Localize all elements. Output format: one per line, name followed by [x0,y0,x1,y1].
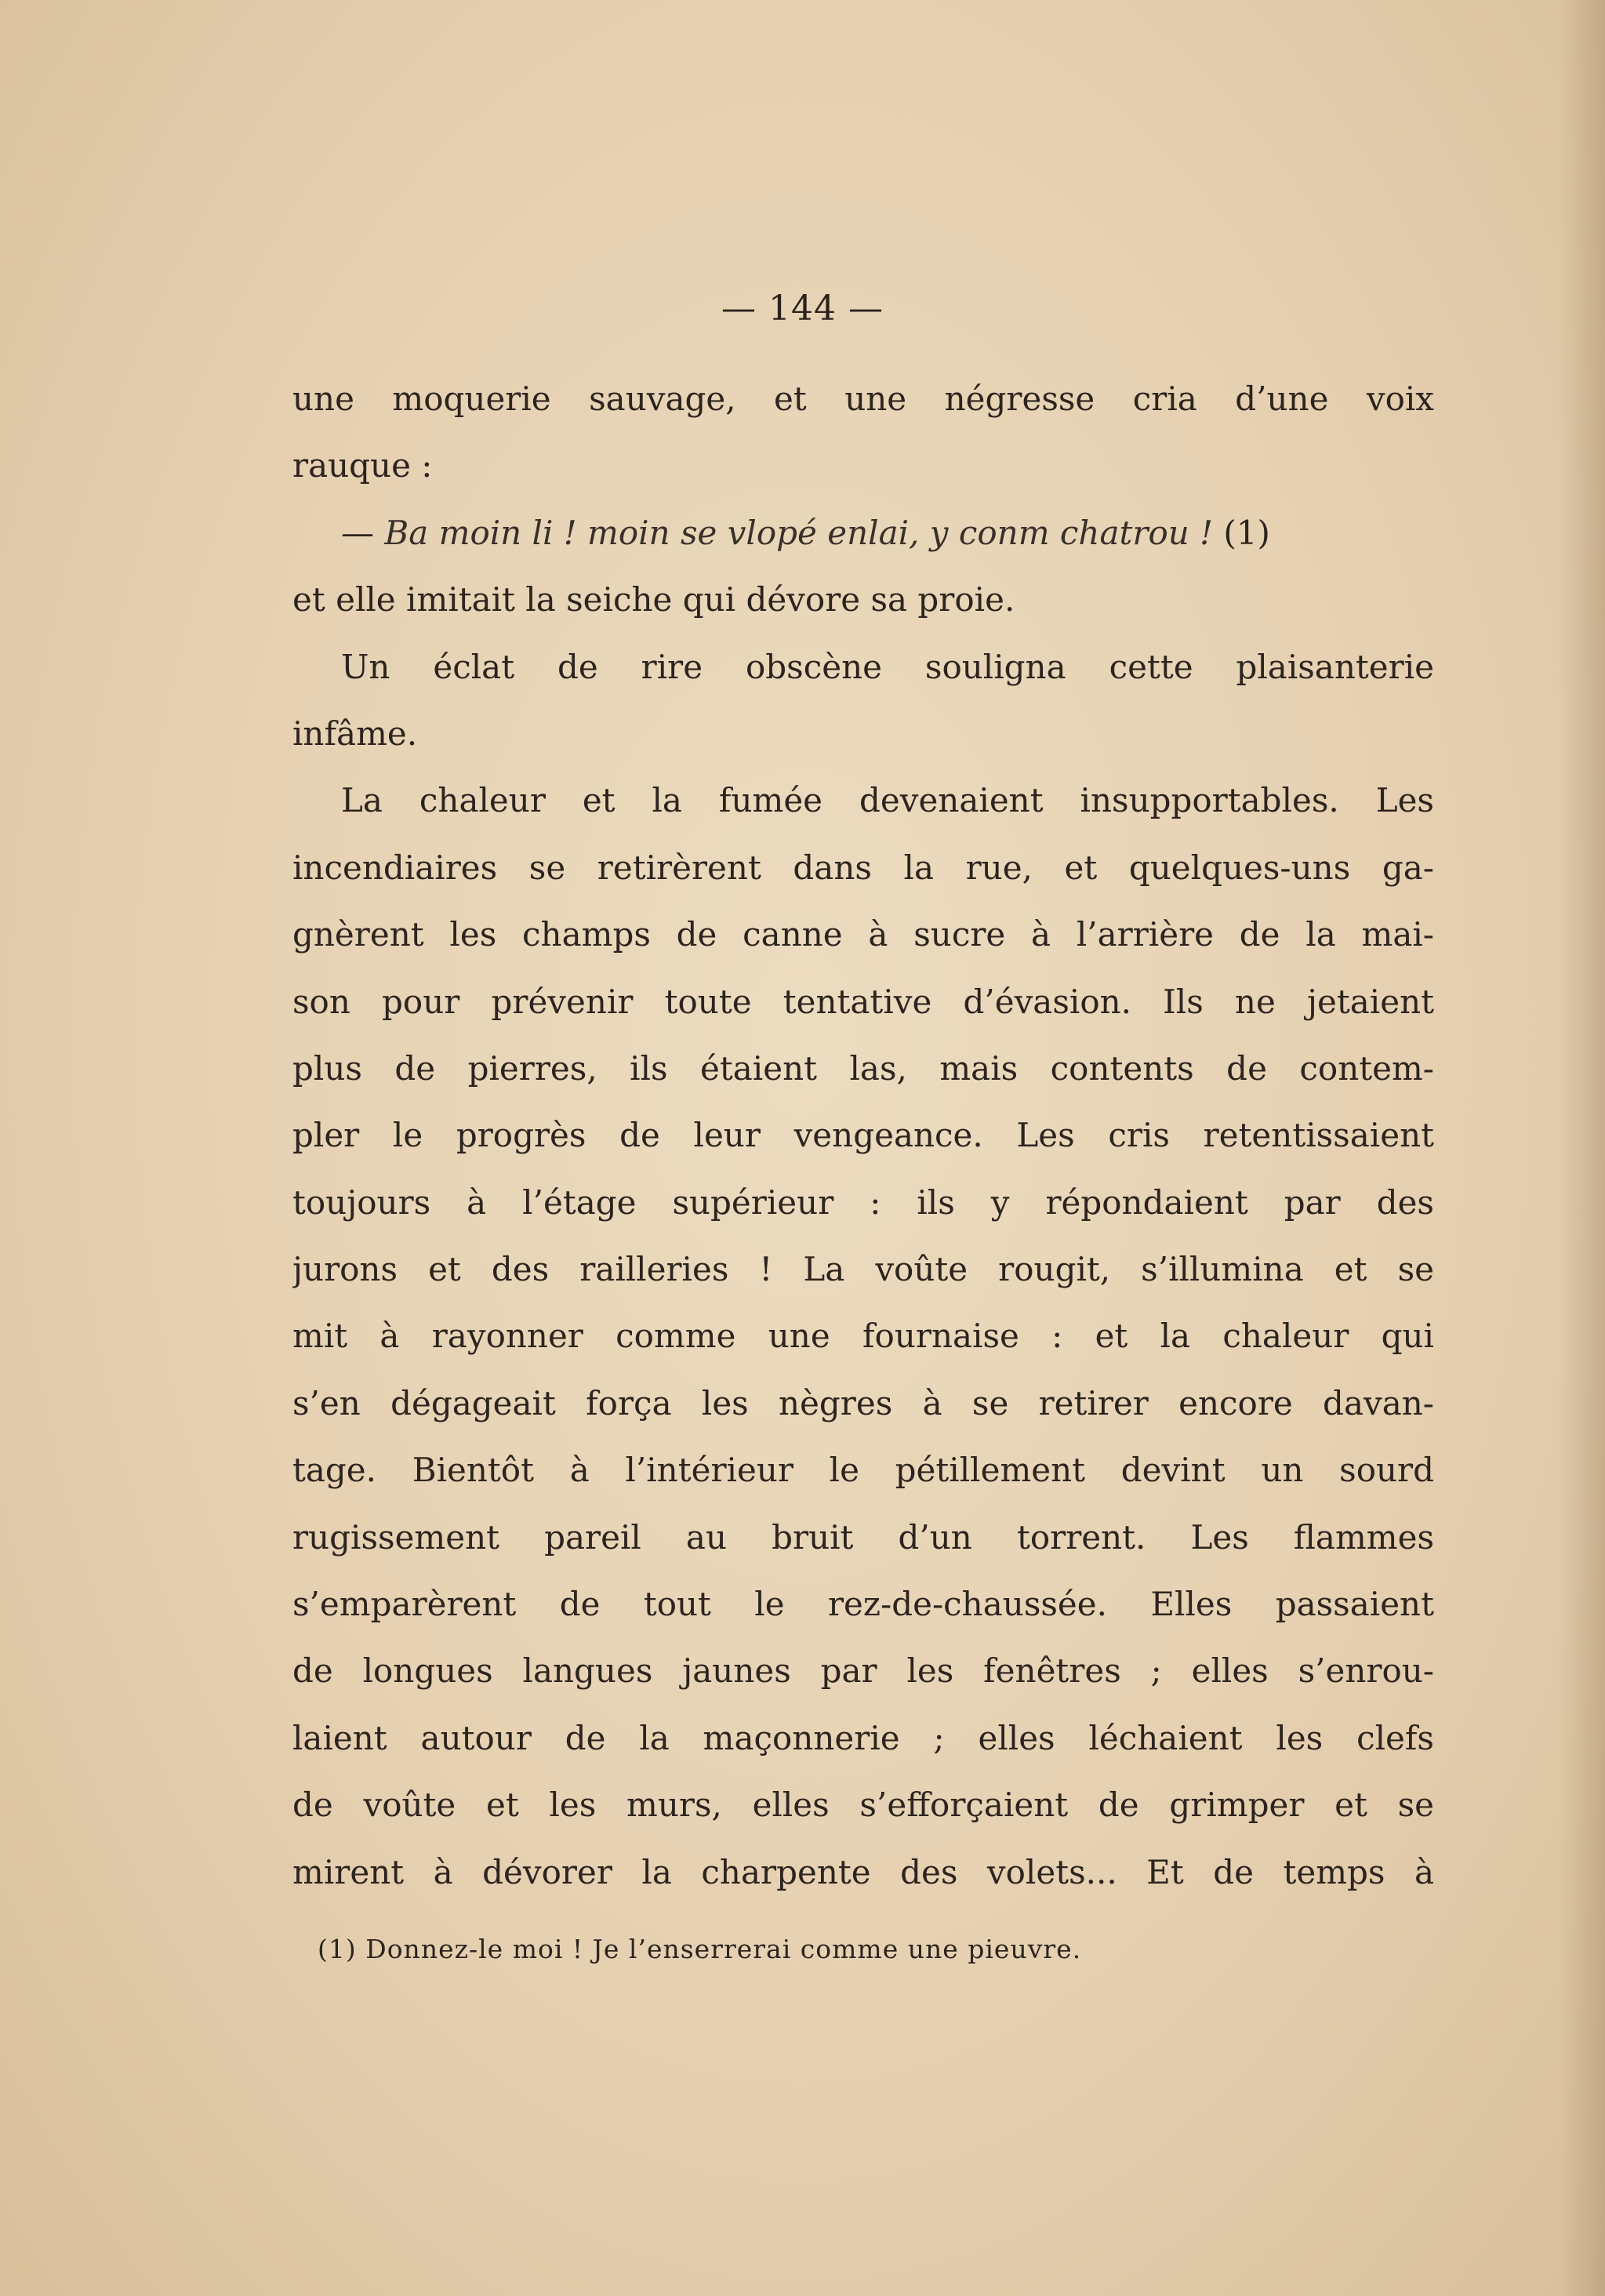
text-line: de voûte et les murs, elles s’efforçaient de grimper et se [292,1786,1434,1825]
text-line: rauque : [292,446,433,485]
text-line: gnèrent les champs de canne à sucre à l’arrière de la mai- [292,915,1434,954]
text-line: plus de pierres, ils étaient las, mais contents de contem- [292,1048,1434,1088]
text-line: s’emparèrent de tout le rez-de-chaussée. Elles passaient [292,1585,1434,1624]
text-line: tage. Bientôt à l’intérieur le pétillement devint un sourd [292,1451,1434,1490]
text-line: incendiaires se retirèrent dans la rue, et quelques-uns ga- [292,848,1434,887]
footnote: (1) Donnez-le moi ! Je l’enserrerai comme une pieuvre. [318,1934,1082,1964]
text-line: pler le progrès de leur vengeance. Les cris retentissaient [292,1116,1434,1155]
creole-quote: Ba moin li ! moin se vlopé enlai, y conm chatrou ! [384,513,1214,552]
creole-quote-line [292,500,1434,566]
text-line: rugissement pareil au bruit d’un torrent. Les flammes [292,1517,1434,1557]
footnote-reference: (1) [1213,513,1270,552]
text-line: jurons et des railleries ! La voûte rougit, s’illumina et se [292,1250,1434,1289]
text-line: La chaleur et la fumée devenaient insupportables. Les [341,781,1434,820]
text-line: mirent à dévorer la charpente des volets... Et de temps à [292,1852,1434,1891]
text-line: toujours à l’étage supérieur : ils y répondaient par des [292,1183,1434,1222]
body-text [292,365,1434,1905]
page-number: — 144 — [721,289,884,329]
text-line: son pour prévenir toute tentative d’évasion. Ils ne jetaient [292,982,1434,1021]
text-line: laient autour de la maçonnerie ; elles léchaient les clefs [292,1718,1434,1757]
text-line: une moquerie sauvage, et une négresse cria d’une voix [292,380,1434,418]
text-line: infâme. [292,714,418,753]
text-line: de longues langues jaunes par les fenêtres ; elles s’enrou- [292,1651,1434,1691]
page-edge-shadow [1558,0,1605,2296]
text-line: Un éclat de rire obscène souligna cette plaisanterie [341,647,1434,686]
quote-dash: — [341,513,385,552]
text-line: s’en dégageait força les nègres à se retirer encore davan- [292,1383,1434,1422]
text-line: mit à rayonner comme une fournaise : et la chaleur qui [292,1317,1434,1356]
text-line: et elle imitait la seiche qui dévore sa proie. [292,580,1015,619]
